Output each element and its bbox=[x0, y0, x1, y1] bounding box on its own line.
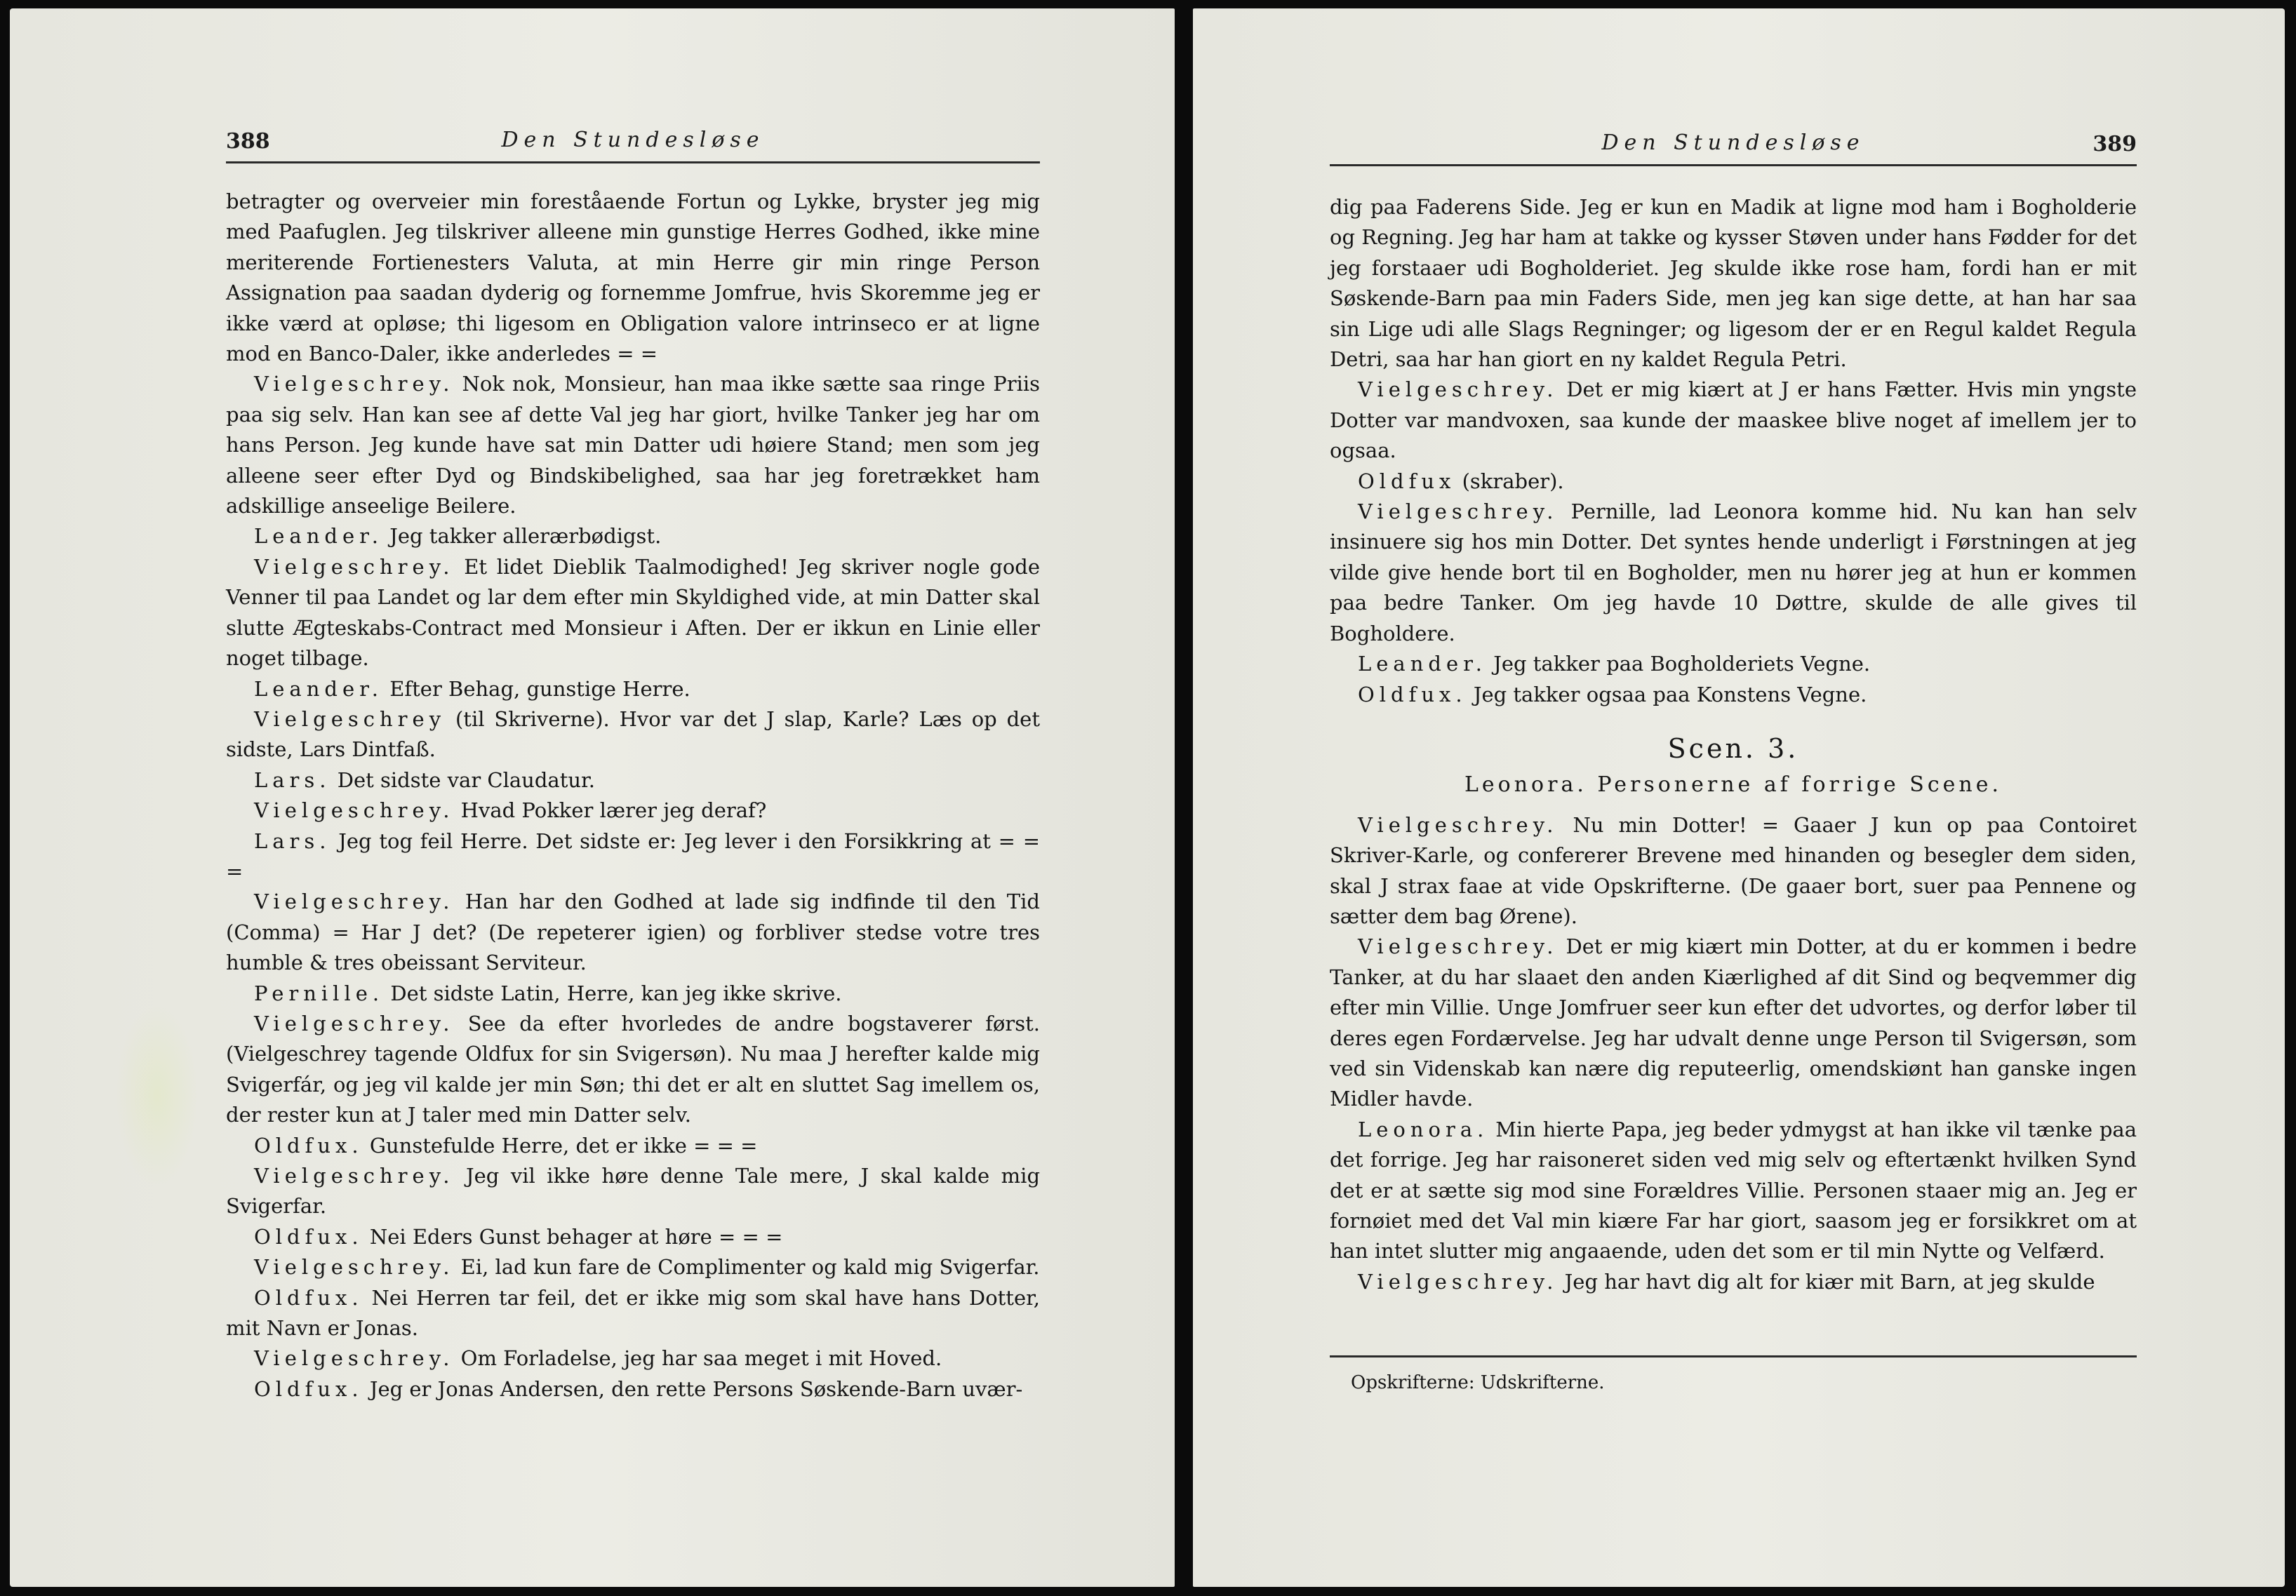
dialogue-text: Det sidste var Claudatur. bbox=[337, 767, 595, 792]
dialogue-text: See da efter hvorledes de andre bogstaverer først. (Vielgeschrey tagende Oldfux for sin Svigersøn). Nu maa J herefter kalde mig Svigerfár, og jeg vil kalde jer min Søn; thi det er alt en sluttet Sag imellem os, der rester kun at J taler med min Datter selv. bbox=[226, 1011, 1041, 1127]
scene-title: Scen. 3. bbox=[1667, 732, 1799, 764]
dialogue-paragraph bbox=[226, 1131, 1040, 1161]
dialogue-paragraph bbox=[226, 1283, 1040, 1344]
dialogue-paragraph bbox=[226, 674, 1040, 704]
dialogue-text: Nei Eders Gunst behager at høre = = = bbox=[369, 1224, 783, 1249]
paragraphs-before-scene bbox=[1330, 192, 2137, 710]
speaker-name: Vielgeschrey. bbox=[254, 554, 455, 579]
dialogue-text: Jeg takker paa Bogholderiets Vegne. bbox=[1493, 652, 1871, 676]
speaker-name: Vielgeschrey. bbox=[1358, 377, 1559, 402]
left-page bbox=[10, 8, 1175, 1587]
scene-subtitle: Leonora. Personerne af forrige Scene. bbox=[1464, 772, 2002, 798]
dialogue-text: Det er mig kiært min Dotter, at du er kommen i bedre Tanker, at du har slaaet den anden Kiærlighed af dit Sind og beqvemmer dig efter min Villie. Unge Jomfruer seer kun efter det udvortes, og derfor løber til deres egen Fordærvelse. Jeg har udvalt denne unge Person til Svigersøn, som ved sin Videnskab kan nære dig reputeerlig, omendskiønt han ganske ingen Midler havde. bbox=[1330, 934, 2137, 1111]
dialogue-text: Gunstefulde Herre, det er ikke = = = bbox=[369, 1133, 758, 1158]
dialogue-text: Et lidet Dieblik Taalmodighed! Jeg skriver nogle gode Venner til paa Landet og lar dem efter min Skyldighed vide, at min Datter skal slutte Ægteskabs-Contract med Monsieur i Aften. Der er ikkun en Linie eller noget tilbage. bbox=[226, 554, 1041, 671]
dialogue-text: Han har den Godhed at lade sig indfinde til den Tid (Comma) = Har J det? (De repeterer igien) og forbliver stedse votre tres humble & tres obeissant Serviteur. bbox=[226, 890, 1040, 975]
dialogue-paragraph bbox=[226, 704, 1040, 765]
dialogue-text: Jeg vil ikke høre denne Tale mere, J skal kalde mig Svigerfar. bbox=[226, 1164, 1041, 1219]
dialogue-paragraph bbox=[1330, 1267, 2137, 1297]
dialogue-paragraph bbox=[226, 1252, 1040, 1282]
dialogue-paragraph bbox=[1330, 375, 2137, 466]
dialogue-text: Efter Behag, gunstige Herre. bbox=[389, 676, 690, 701]
dialogue-text: Jeg tog feil Herre. Det sidste er: Jeg lever i den Forsikkring at = = = bbox=[226, 829, 1040, 883]
speaker-name: Leonora. bbox=[1358, 1117, 1489, 1141]
dialogue-text: Jeg takker allerærbødigst. bbox=[389, 524, 662, 549]
dialogue-paragraph bbox=[1330, 467, 2137, 497]
dialogue-paragraph bbox=[226, 1374, 1040, 1404]
speaker-name: Vielgeschrey. bbox=[254, 372, 455, 396]
dialogue-paragraph bbox=[226, 1222, 1040, 1252]
dialogue-paragraph bbox=[226, 1343, 1040, 1374]
footnote: Opskrifterne: Udskrifterne. bbox=[1351, 1372, 1605, 1393]
speaker-name: Vielgeschrey bbox=[254, 706, 446, 731]
dialogue-text: Om Forladelse, jeg har saa meget i mit Hoved. bbox=[460, 1346, 942, 1371]
dialogue-text: Jeg takker ogsaa paa Konstens Vegne. bbox=[1473, 682, 1867, 706]
speaker-name: Vielgeschrey. bbox=[1358, 934, 1559, 959]
dialogue-paragraph bbox=[1330, 810, 2137, 932]
speaker-name: Vielgeschrey. bbox=[254, 1255, 455, 1280]
speaker-name: Leander. bbox=[1358, 652, 1488, 676]
dialogue-paragraph bbox=[1330, 649, 2137, 679]
dialogue-text: Nok nok, Monsieur, han maa ikke sætte saa ringe Priis paa sig selv. Han kan see af dette Val jeg har giort, hvilke Tanker jeg har om hans Person. Jeg kunde have sat min Datter udi høiere Stand; men som jeg alleene seer efter Dyd og Bindskibelighed, saa har jeg foretrækket ham adskillige anseelige Beilere. bbox=[226, 372, 1040, 518]
speaker-name: Oldfux. bbox=[254, 1133, 363, 1158]
dialogue-paragraph bbox=[226, 796, 1040, 826]
dialogue-text: (skraber). bbox=[1462, 469, 1564, 493]
page-number: 389 bbox=[2093, 132, 2137, 156]
speaker-name: Vielgeschrey. bbox=[254, 1164, 455, 1188]
speaker-name: Oldfux bbox=[1358, 469, 1456, 493]
dialogue-text: (til Skriverne). Hvor var det J slap, Karle? Læs op det sidste, Lars Dintfaß. bbox=[226, 706, 1041, 762]
speaker-name: Leander. bbox=[254, 524, 384, 549]
dialogue-text: Ei, lad kun fare de Complimenter og kald mig Svigerfar. bbox=[460, 1255, 1040, 1280]
dialogue-paragraph bbox=[226, 826, 1040, 887]
dialogue-paragraph bbox=[1330, 1115, 2137, 1267]
dialogue-paragraph bbox=[226, 521, 1040, 551]
speaker-name: Vielgeschrey. bbox=[254, 1011, 455, 1035]
right-page-content bbox=[1330, 8, 2137, 1587]
left-page-content bbox=[226, 8, 1040, 1587]
dialogue-text: Det er mig kiært at J er hans Fætter. Hvis min yngste Dotter var mandvoxen, saa kunde der maaskee blive noget af imellem jer to ogsaa. bbox=[1330, 377, 2137, 463]
dialogue-text: dig paa Faderens Side. Jeg er kun en Madik at ligne mod ham i Bogholderie og Regning. Jeg har ham at takke og kysser Støven under hans Fødder for det jeg forstaaer udi Bogholderiet. Jeg skulde ikke rose ham, fordi han er mit Søskende-Barn paa min Faders Side, men jeg kan sige dette, at han har saa sin Lige udi alle Slags Regninger; og ligesom der er en Regul kaldet Regula Detri, saa har han giort en ny kaldet Regula Petri. bbox=[1330, 195, 2137, 372]
footnote-rule bbox=[1330, 1355, 2137, 1357]
dialogue-paragraph bbox=[1330, 680, 2137, 710]
dialogue-text: Pernille, lad Leonora komme hid. Nu kan han selv insinuere sig hos min Dotter. Det syntes hende underligt i Førstningen at jeg vilde give hende bort til en Bogholder, men nu hører jeg at hun er kommen paa bedre Tanker. Om jeg havde 10 Døttre, skulde de alle gives til Bogholdere. bbox=[1330, 499, 2137, 645]
right-body-text bbox=[1330, 192, 2137, 1297]
dialogue-paragraph bbox=[226, 1161, 1040, 1222]
speaker-name: Pernille. bbox=[254, 981, 385, 1005]
dialogue-paragraph bbox=[1330, 497, 2137, 649]
speaker-name: Lars. bbox=[254, 767, 331, 792]
paragraphs-after-scene bbox=[1330, 810, 2137, 1298]
left-body-text bbox=[226, 187, 1040, 1404]
speaker-name: Vielgeschrey. bbox=[254, 798, 455, 823]
dialogue-paragraph bbox=[226, 1009, 1040, 1131]
right-page bbox=[1193, 8, 2285, 1587]
speaker-name: Oldfux. bbox=[1358, 682, 1467, 706]
dialogue-text: Hvad Pokker lærer jeg deraf? bbox=[460, 798, 767, 823]
speaker-name: Lars. bbox=[254, 829, 331, 853]
dialogue-text: Nu min Dotter! = Gaaer J kun op paa Contoiret Skriver-Karle, og confererer Brevene med hinanden og besegler dem siden, skal J strax faae at vide Opskrifterne. (De gaaer bort, suer paa Pennene og sætter dem bag Ørene). bbox=[1330, 812, 2137, 928]
dialogue-paragraph bbox=[226, 887, 1040, 978]
speaker-name: Oldfux. bbox=[254, 1224, 363, 1249]
dialogue-text: Nei Herren tar feil, det er ikke mig som skal have hans Dotter, mit Navn er Jonas. bbox=[226, 1285, 1041, 1341]
dialogue-text: Jeg har havt dig alt for kiær mit Barn, at jeg skulde bbox=[1564, 1269, 2095, 1294]
speaker-name: Vielgeschrey. bbox=[1358, 499, 1559, 524]
speaker-name: Oldfux. bbox=[254, 1285, 363, 1310]
dialogue-paragraph bbox=[226, 979, 1040, 1009]
dialogue-paragraph bbox=[1330, 192, 2137, 375]
running-title: Den Stundesløse bbox=[501, 128, 765, 152]
speaker-name: Vielgeschrey. bbox=[1358, 812, 1559, 837]
dialogue-paragraph bbox=[1330, 932, 2137, 1114]
speaker-name: Vielgeschrey. bbox=[254, 1346, 455, 1371]
speaker-name: Oldfux. bbox=[254, 1376, 363, 1401]
dialogue-paragraph bbox=[226, 187, 1040, 369]
running-title: Den Stundesløse bbox=[1601, 130, 1865, 155]
speaker-name: Leander. bbox=[254, 676, 384, 701]
dialogue-text: betragter og overveier min foreståaende Fortun og Lykke, bryster jeg mig med Paafuglen. Jeg tilskriver alleene min gunstige Herres Godhed, ikke mine meriterende Fortienesters Valuta, at min Herre gir min ringe Person Assignation paa saadan dyderig og fornemme Jomfrue, hvis Skoremme jeg er ikke værd at opløse; thi ligesom en Obligation valore intrinseco er at ligne mod en Banco-Daler, ikke anderledes = = bbox=[226, 189, 1040, 366]
dialogue-paragraph bbox=[226, 765, 1040, 796]
page-number: 388 bbox=[226, 129, 270, 154]
dialogue-text: Det sidste Latin, Herre, kan jeg ikke skrive. bbox=[390, 981, 842, 1005]
dialogue-text: Min hierte Papa, jeg beder ydmygst at han ikke vil tænke paa det forrige. Jeg har raisoneret siden ved mig selv og eftertænkt hvilken Synd det er at sætte sig mod sine Forældres Villie. Personen staaer mig an. Jeg er fornøiet med det Val min kiære Far har giort, saasom jeg er forsikkret om at han intet slutter mig angaaende, uden det som er til min Nytte og Velfærd. bbox=[1330, 1117, 2137, 1263]
dialogue-paragraph bbox=[226, 369, 1040, 521]
left-running-head bbox=[226, 119, 1040, 163]
right-running-head bbox=[1330, 122, 2137, 166]
dialogue-text: Jeg er Jonas Andersen, den rette Persons Søskende-Barn uvær- bbox=[369, 1376, 1023, 1401]
speaker-name: Vielgeschrey. bbox=[1358, 1269, 1559, 1294]
speaker-name: Vielgeschrey. bbox=[254, 890, 455, 914]
dialogue-paragraph bbox=[226, 552, 1040, 674]
